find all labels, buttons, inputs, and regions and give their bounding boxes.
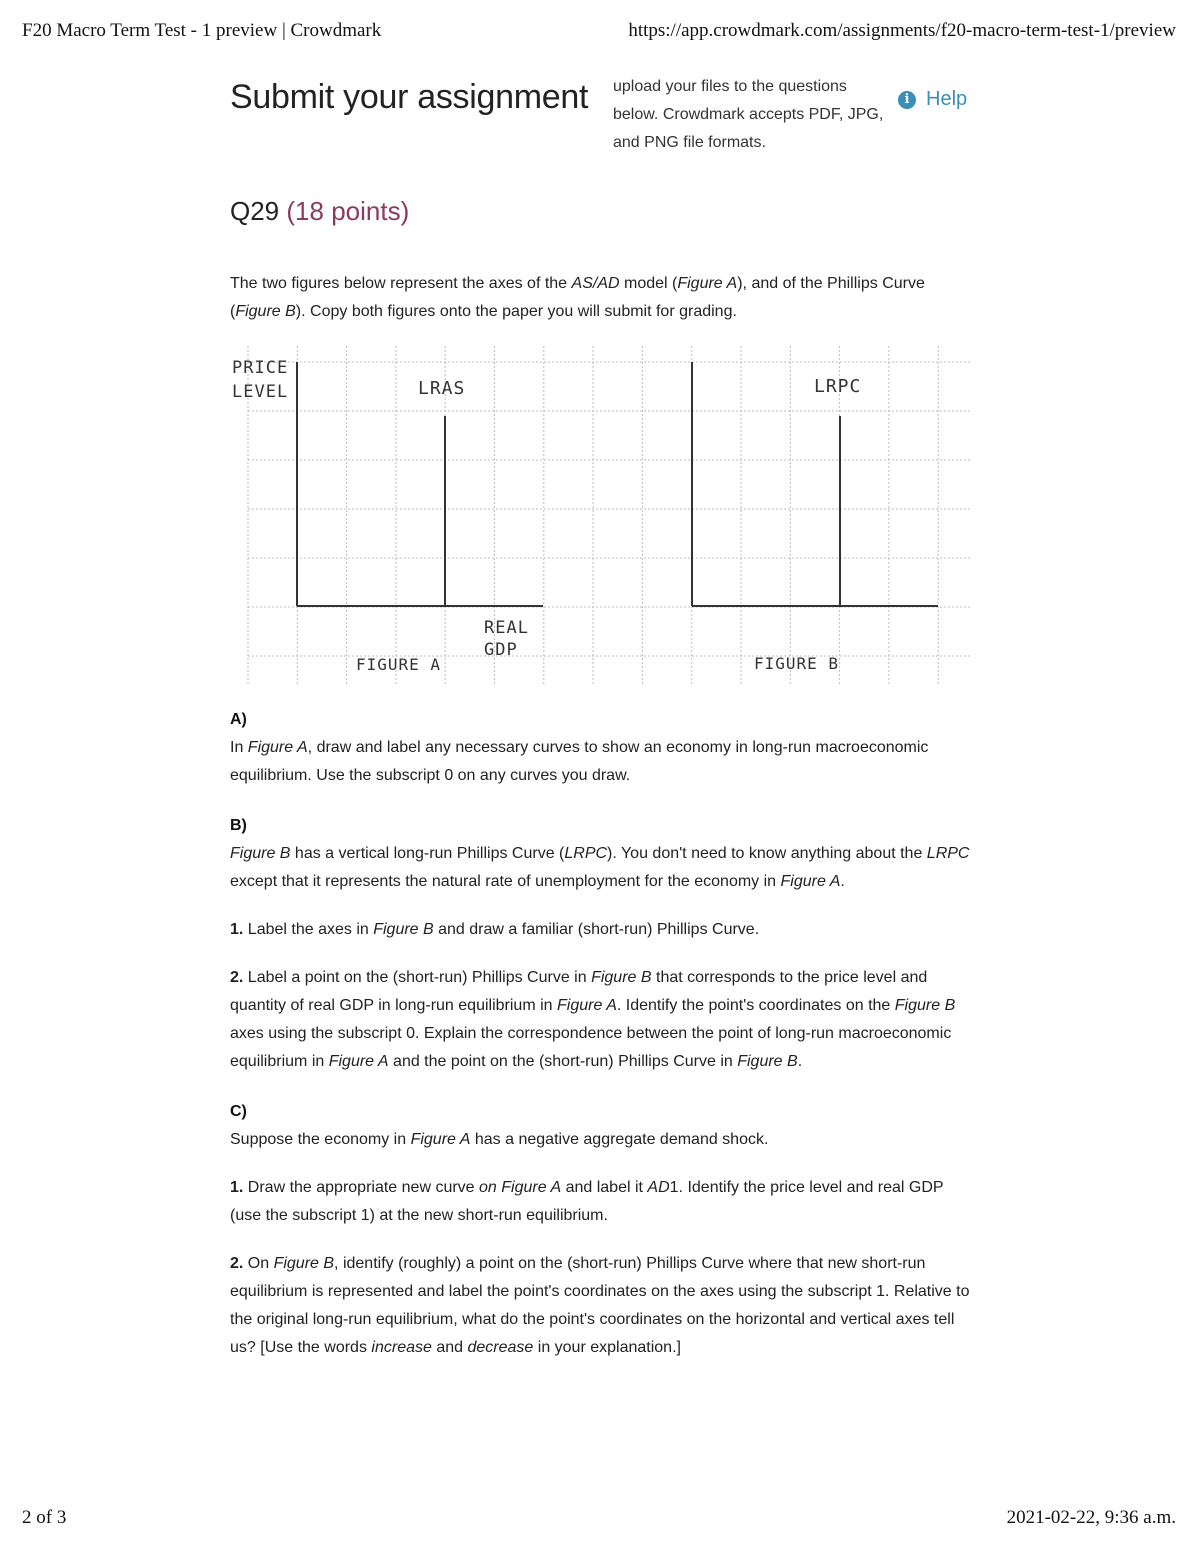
figure-b-caption: FIGURE B [754,654,840,673]
print-datetime: 2021-02-22, 9:36 a.m. [1006,1507,1176,1528]
question-points: (18 points) [286,196,410,226]
part-b-label: B) [230,817,247,834]
part-c-label: C) [230,1103,247,1120]
figures-image [228,340,974,686]
part-b-item-2: 2. Label a point on the (short-run) Phillips Curve in Figure B that corresponds to the price level and quantity of real GDP in long-run equilibrium in Figure A. Identify the point's coordinates on the Figure B axes using the subscript 0. Explain the correspondence between the point of long-run macroeconomic equilibrium in Figure A and the point on the (short-run) Phillips Curve in Figure B. [230,969,956,1070]
print-page-number: 2 of 3 [22,1507,67,1528]
figure-b [692,362,938,606]
help-link[interactable] [898,88,967,111]
question-heading [230,196,409,227]
figure-a-y-label-line1: PRICE [232,358,289,378]
part-c-item-2: 2. On Figure B, identify (roughly) a point on the (short-run) Phillips Curve where that new short-run equilibrium is represented and label the point's coordinates on the axes using the subscript 1. Relative to the original long-run equilibrium, what do the point's coordinates on the horizontal and vertical axes tell us? [Use the words increase and decrease in your explanation.] [230,1255,970,1356]
info-circle-icon: i [898,91,916,109]
figure-a-caption: FIGURE A [356,655,442,674]
print-footer [22,1507,1176,1529]
print-page-url[interactable]: https://app.crowdmark.com/assignments/f20-macro-term-test-1/preview [628,20,1176,41]
figure-a-lras-label: LRAS [418,378,466,399]
question-parts [230,706,972,1362]
print-header [22,20,1176,42]
part-a-label: A) [230,711,247,728]
figure-a-x-label-line2: GDP [484,640,518,660]
question-number: Q29 [230,196,280,226]
part-b-intro: Figure B has a vertical long-run Phillips Curve (LRPC). You don't need to know anything about the LRPC except that it represents the natural rate of unemployment for the economy in Figure A. [230,845,970,890]
question-intro: The two figures below represent the axes of the AS/AD model (Figure A), and of the Phillips Curve (Figure B). Copy both figures onto the paper you will submit for grading. [230,275,925,320]
upload-instructions: upload your files to the questions below. Crowdmark accepts PDF, JPG, and PNG file formats. [613,78,884,151]
part-b-item-1: 1. Label the axes in Figure B and draw a familiar (short-run) Phillips Curve. [230,921,760,938]
part-a-text: In Figure A, draw and label any necessary curves to show an economy in long-run macroeconomic equilibrium. Use the subscript 0 on any curves you draw. [230,739,929,784]
print-page-title: F20 Macro Term Test - 1 preview | Crowdmark [22,20,382,41]
figure-a-x-label-line1: REAL [484,618,529,638]
figure-b-lrpc-label: LRPC [814,376,862,397]
figure-a-y-label-line2: LEVEL [232,382,289,402]
help-label: Help [926,88,968,110]
part-c-item-1: 1. Draw the appropriate new curve on Figure A and label it AD1. Identify the price level and real GDP (use the subscript 1) at the new short-run equilibrium. [230,1179,944,1224]
page-title: Submit your assignment [230,78,589,116]
part-c-intro: Suppose the economy in Figure A has a negative aggregate demand shock. [230,1131,769,1148]
